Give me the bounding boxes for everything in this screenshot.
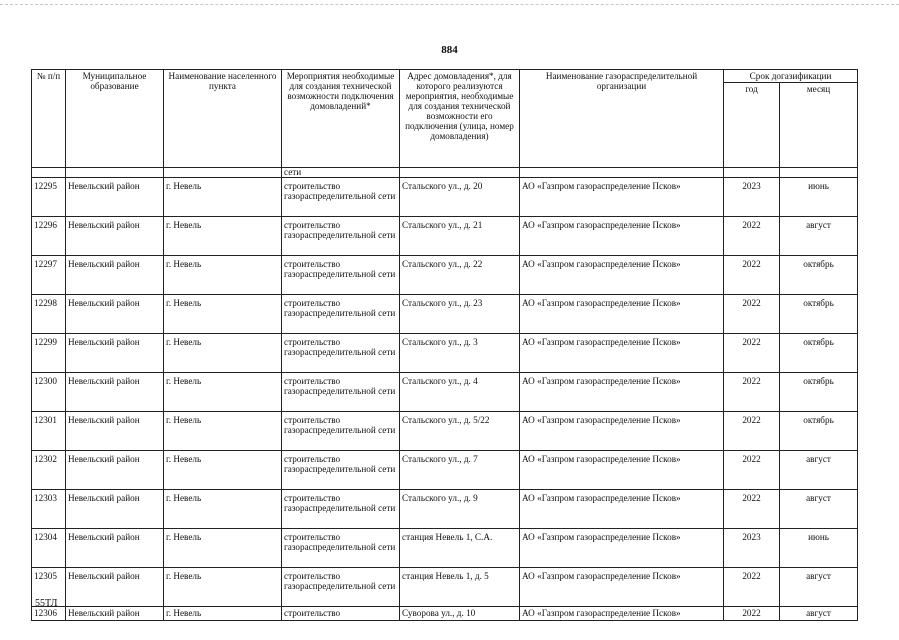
cell-organization: АО «Газпром газораспределение Псков» (520, 178, 724, 217)
cell-settlement: г. Невель (164, 607, 282, 621)
cell-address: Стальского ул., д. 22 (400, 256, 520, 295)
cell-month: октябрь (780, 412, 858, 451)
cell-year: 2023 (724, 178, 780, 217)
cell-year: 2022 (724, 490, 780, 529)
table-row (32, 178, 858, 217)
cell-num: 12305 (32, 568, 66, 607)
cell-measures: строительство газораспределительной сети (282, 490, 400, 529)
header-deadline: Срок догазификации (724, 70, 858, 83)
table-row (32, 412, 858, 451)
table-row (32, 490, 858, 529)
cell-address: Стальского ул., д. 9 (400, 490, 520, 529)
cell-measures: строительство газораспределительной сети (282, 295, 400, 334)
cell-measures: строительство газораспределительной сети (282, 334, 400, 373)
cell-measures: строительство газораспределительной сети (282, 256, 400, 295)
cell-address: Стальского ул., д. 5/22 (400, 412, 520, 451)
cell-settlement: г. Невель (164, 529, 282, 568)
cell-settlement: г. Невель (164, 178, 282, 217)
cell-num: 12303 (32, 490, 66, 529)
scan-edge-noise (0, 4, 899, 9)
cell-year: 2022 (724, 295, 780, 334)
cell-organization: АО «Газпром газораспределение Псков» (520, 529, 724, 568)
header-num: № п/п (32, 70, 66, 168)
cell-organization: АО «Газпром газораспределение Псков» (520, 451, 724, 490)
table-body (32, 168, 858, 621)
cell-settlement: г. Невель (164, 412, 282, 451)
continuation-row (32, 168, 858, 178)
cell-month: июнь (780, 178, 858, 217)
cell-num: 12302 (32, 451, 66, 490)
cell-num: 12296 (32, 217, 66, 256)
cell-num: 12295 (32, 178, 66, 217)
cell-organization: АО «Газпром газораспределение Псков» (520, 490, 724, 529)
page-number: 884 (441, 44, 458, 56)
cell-num: 12304 (32, 529, 66, 568)
cell-settlement: г. Невель (164, 490, 282, 529)
cell-year: 2023 (724, 529, 780, 568)
header-year: год (724, 83, 780, 168)
cell-organization: АО «Газпром газораспределение Псков» (520, 568, 724, 607)
cell-measures: строительство газораспределительной сети (282, 568, 400, 607)
cell-settlement: г. Невель (164, 256, 282, 295)
cell-year: 2022 (724, 256, 780, 295)
cell-organization: АО «Газпром газораспределение Псков» (520, 295, 724, 334)
cell-address: Стальского ул., д. 7 (400, 451, 520, 490)
cell-address: Стальского ул., д. 20 (400, 178, 520, 217)
cell-num: 12301 (32, 412, 66, 451)
cell-address: Стальского ул., д. 4 (400, 373, 520, 412)
cell-organization: АО «Газпром газораспределение Псков» (520, 334, 724, 373)
cell-year: 2022 (724, 334, 780, 373)
cell-month: август (780, 607, 858, 621)
cell-municipality: Невельский район (66, 529, 164, 568)
header-organization: Наименование газораспределительной организации (520, 70, 724, 168)
table-row (32, 529, 858, 568)
cell-address: Стальского ул., д. 23 (400, 295, 520, 334)
cell-year: 2022 (724, 412, 780, 451)
continuation-measures: сети (282, 168, 400, 178)
cell-address: Суворова ул., д. 10 (400, 607, 520, 621)
cell-month: октябрь (780, 334, 858, 373)
table-row (32, 295, 858, 334)
cell-settlement: г. Невель (164, 373, 282, 412)
table-row (32, 373, 858, 412)
table-row (32, 568, 858, 607)
cell-address: Стальского ул., д. 3 (400, 334, 520, 373)
cell-month: октябрь (780, 373, 858, 412)
cell-organization: АО «Газпром газораспределение Псков» (520, 373, 724, 412)
cell-municipality: Невельский район (66, 568, 164, 607)
cell-municipality: Невельский район (66, 412, 164, 451)
table-row (32, 256, 858, 295)
table-row (32, 451, 858, 490)
cell-organization: АО «Газпром газораспределение Псков» (520, 607, 724, 621)
cell-year: 2022 (724, 568, 780, 607)
cell-municipality: Невельский район (66, 178, 164, 217)
cell-municipality: Невельский район (66, 217, 164, 256)
cell-address: станция Невель 1, д. 5 (400, 568, 520, 607)
cell-num: 12297 (32, 256, 66, 295)
header-municipality: Муниципальное образование (66, 70, 164, 168)
cell-settlement: г. Невель (164, 568, 282, 607)
cell-year: 2022 (724, 451, 780, 490)
cell-address: Стальского ул., д. 21 (400, 217, 520, 256)
cell-measures: строительство газораспределительной сети (282, 178, 400, 217)
cell-settlement: г. Невель (164, 217, 282, 256)
header-month: месяц (780, 83, 858, 168)
cell-measures: строительство газораспределительной сети (282, 451, 400, 490)
cell-num: 12298 (32, 295, 66, 334)
cell-measures: строительство газораспределительной сети (282, 373, 400, 412)
cell-municipality: Невельский район (66, 334, 164, 373)
cell-settlement: г. Невель (164, 295, 282, 334)
cell-num: 12299 (32, 334, 66, 373)
header-measures: Мероприятия необходимые для создания технической возможности подключения домовладений* (282, 70, 400, 168)
cell-municipality: Невельский район (66, 295, 164, 334)
cell-month: октябрь (780, 256, 858, 295)
header-row-top (32, 70, 858, 83)
cell-year: 2022 (724, 217, 780, 256)
cell-organization: АО «Газпром газораспределение Псков» (520, 217, 724, 256)
cell-municipality: Невельский район (66, 451, 164, 490)
cell-measures: строительство газораспределительной сети (282, 217, 400, 256)
cell-month: октябрь (780, 295, 858, 334)
cell-measures: строительство газораспределительной сети (282, 412, 400, 451)
table-row (32, 607, 858, 621)
cell-organization: АО «Газпром газораспределение Псков» (520, 256, 724, 295)
cell-address: станция Невель 1, С.А. (400, 529, 520, 568)
footer-code: 55ТЛ (35, 598, 58, 609)
cell-measures: строительство (282, 607, 400, 621)
cell-year: 2022 (724, 373, 780, 412)
cell-year: 2022 (724, 607, 780, 621)
header-address: Адрес домовладения*, для которого реализуются мероприятия, необходимые для создания технической возможности его подключения (улица, номер домовладения) (400, 70, 520, 168)
cell-settlement: г. Невель (164, 334, 282, 373)
cell-municipality: Невельский район (66, 373, 164, 412)
cell-month: август (780, 568, 858, 607)
cell-organization: АО «Газпром газораспределение Псков» (520, 412, 724, 451)
cell-month: август (780, 217, 858, 256)
cell-municipality: Невельский район (66, 607, 164, 621)
table-row (32, 334, 858, 373)
cell-municipality: Невельский район (66, 490, 164, 529)
table-row (32, 217, 858, 256)
cell-num: 12306 (32, 607, 66, 621)
cell-municipality: Невельский район (66, 256, 164, 295)
cell-month: август (780, 451, 858, 490)
cell-settlement: г. Невель (164, 451, 282, 490)
gasification-table (31, 69, 858, 621)
cell-month: июнь (780, 529, 858, 568)
cell-measures: строительство газораспределительной сети (282, 529, 400, 568)
cell-num: 12300 (32, 373, 66, 412)
cell-month: август (780, 490, 858, 529)
header-settlement: Наименование населенного пункта (164, 70, 282, 168)
